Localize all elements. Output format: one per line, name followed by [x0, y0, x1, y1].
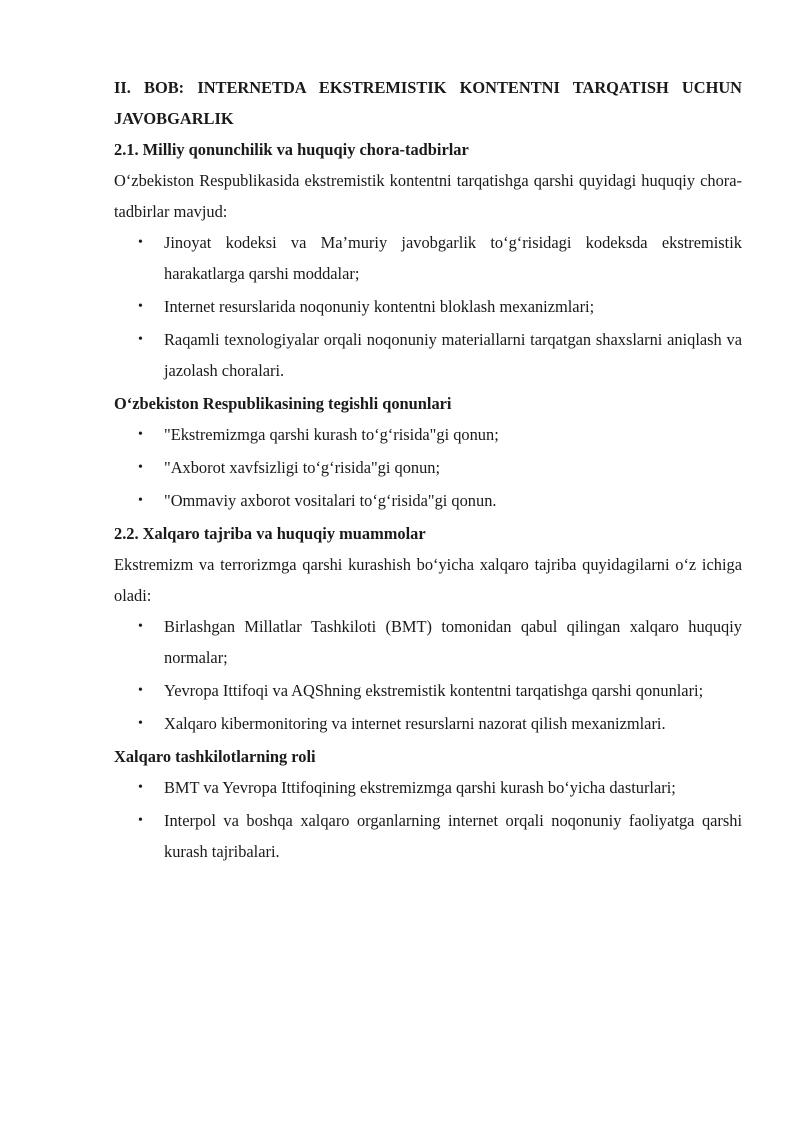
list-item: • "Ommaviy axborot vositalari to‘g‘risida"gi qonun.: [114, 485, 742, 516]
bullet-icon: •: [138, 235, 143, 250]
list-item: • "Ekstremizmga qarshi kurash to‘g‘risida"gi qonun;: [114, 419, 742, 450]
bullet-icon: •: [138, 299, 143, 314]
bullet-icon: •: [138, 813, 143, 828]
list-item: • "Axborot xavfsizligi to‘g‘risida"gi qonun;: [114, 452, 742, 483]
bullet-icon: •: [138, 780, 143, 795]
bullet-icon: •: [138, 619, 143, 634]
list-item: • Interpol va boshqa xalqaro organlarning internet orqali noqonuniy faoliyatga qarshi kurash tajribalari.: [114, 805, 742, 867]
chapter-title: II. BOB: INTERNETDA EKSTREMISTIK KONTENTNI TARQATISH UCHUN JAVOBGARLIK: [114, 78, 742, 128]
bullet-icon: •: [138, 460, 143, 475]
section-heading-2-1: 2.1. Milliy qonunchilik va huquqiy chora-tadbirlar: [114, 140, 469, 159]
intl-orgs-heading: Xalqaro tashkilotlarning roli: [114, 747, 316, 766]
intl-orgs-list: [114, 772, 742, 867]
bullet-icon: •: [138, 716, 143, 731]
laws-list: [114, 419, 742, 516]
list-item: • Birlashgan Millatlar Tashkiloti (BMT) tomonidan qabul qilingan xalqaro huquqiy normalar;: [114, 611, 742, 673]
bullet-icon: •: [138, 493, 143, 508]
bullet-icon: •: [138, 683, 143, 698]
laws-heading: O‘zbekiston Respublikasining tegishli qonunlari: [114, 394, 452, 413]
document-page: [114, 72, 742, 869]
section-2-list: [114, 611, 742, 739]
section-2-intro: Ekstremizm va terrorizmga qarshi kurashish bo‘yicha xalqaro tajriba quyidagilarni o‘z ichiga oladi:: [114, 555, 742, 605]
list-item: • Raqamli texnologiyalar orqali noqonuniy materiallarni tarqatgan shaxslarni aniqlash va jazolash choralari.: [114, 324, 742, 386]
bullet-icon: •: [138, 427, 143, 442]
bullet-icon: •: [138, 332, 143, 347]
list-item: • Jinoyat kodeksi va Ma’muriy javobgarlik to‘g‘risidagi kodeksda ekstremistik harakatlarga qarshi moddalar;: [114, 227, 742, 289]
section-1-list: [114, 227, 742, 386]
list-item: • Xalqaro kibermonitoring va internet resurslarni nazorat qilish mexanizmlari.: [114, 708, 742, 739]
section-heading-2-2: 2.2. Xalqaro tajriba va huquqiy muammolar: [114, 524, 426, 543]
list-item: • Internet resurslarida noqonuniy kontentni bloklash mexanizmlari;: [114, 291, 742, 322]
section-1-intro: O‘zbekiston Respublikasida ekstremistik kontentni tarqatishga qarshi quyidagi huquqiy chora-tadbirlar mavjud:: [114, 171, 742, 221]
list-item: • Yevropa Ittifoqi va AQShning ekstremistik kontentni tarqatishga qarshi qonunlari;: [114, 675, 742, 706]
list-item: • BMT va Yevropa Ittifoqining ekstremizmga qarshi kurash bo‘yicha dasturlari;: [114, 772, 742, 803]
